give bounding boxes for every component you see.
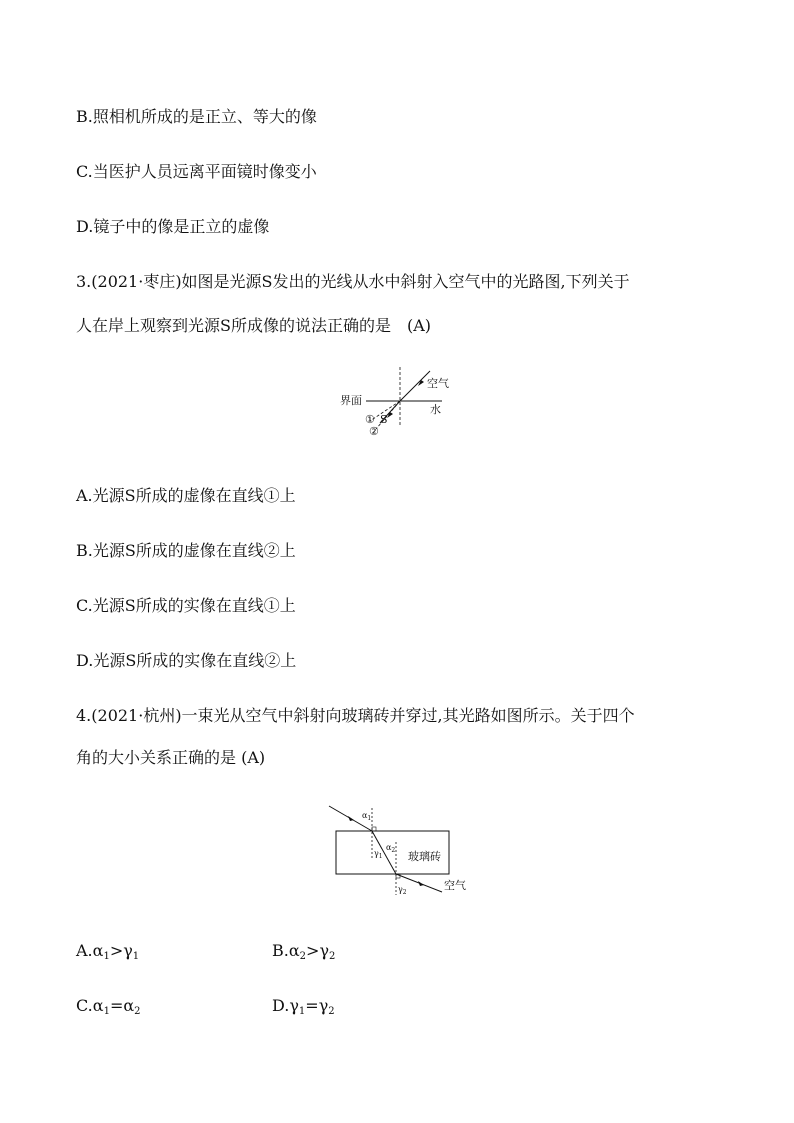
- q3-option-b: B.光源S所成的虚像在直线②上: [76, 541, 296, 560]
- q2-option-b: B.照相机所成的是正立、等大的像: [76, 107, 317, 126]
- q4-option-d: $D.\gamma_1=\gamma_2$: [272, 996, 335, 1017]
- q3-stem-line1: 3.(2021·枣庄)如图是光源S发出的光线从水中斜射入空气中的光路图,下列关于: [76, 272, 630, 291]
- q4-stem-line1: 4.(2021·杭州)一束光从空气中斜射向玻璃砖并穿过,其光路如图所示。关于四个: [76, 706, 635, 725]
- label-line-1: ①: [365, 413, 375, 426]
- q4-glass-block-figure: [324, 800, 474, 900]
- label-source: S: [380, 413, 388, 426]
- label-alpha-1: $\alpha_1$: [362, 811, 372, 822]
- label-interface: 界面: [340, 394, 362, 407]
- label-glass: 玻璃砖: [408, 850, 441, 863]
- label-gamma-1: $\gamma_1$: [374, 849, 383, 860]
- q3-option-c: C.光源S所成的实像在直线①上: [76, 596, 296, 615]
- q2-option-d: D.镜子中的像是正立的虚像: [76, 217, 270, 236]
- exit-arrow-icon: [418, 881, 424, 886]
- label-air: 空气: [444, 879, 466, 892]
- right-angle-top: [372, 827, 376, 831]
- label-alpha-2: $\alpha_2$: [386, 843, 396, 854]
- q3-option-a: A.光源S所成的虚像在直线①上: [76, 486, 296, 505]
- q4-option-b: $B.\alpha_2>\gamma_2$: [272, 941, 336, 962]
- q4-stem-line2: 角的大小关系正确的是 (A): [76, 748, 266, 767]
- refracted-ray: [400, 371, 430, 401]
- q3-refraction-figure: [330, 365, 460, 438]
- refracted-arrow-icon: [418, 380, 424, 386]
- label-line-2: ②: [369, 425, 379, 438]
- q3-option-d: D.光源S所成的实像在直线②上: [76, 651, 297, 670]
- label-gamma-2: $\gamma_2$: [398, 885, 407, 896]
- q4-option-c: $C.\alpha_1=\alpha_2$: [76, 996, 141, 1017]
- q2-option-c: C.当医护人员远离平面镜时像变小: [76, 162, 317, 181]
- q4-option-a: $A.\alpha_1>\gamma_1$: [76, 941, 140, 962]
- label-air: 空气: [427, 377, 449, 390]
- q3-stem-line2: 人在岸上观察到光源S所成像的说法正确的是 (A): [76, 316, 432, 335]
- label-water: 水: [430, 403, 441, 416]
